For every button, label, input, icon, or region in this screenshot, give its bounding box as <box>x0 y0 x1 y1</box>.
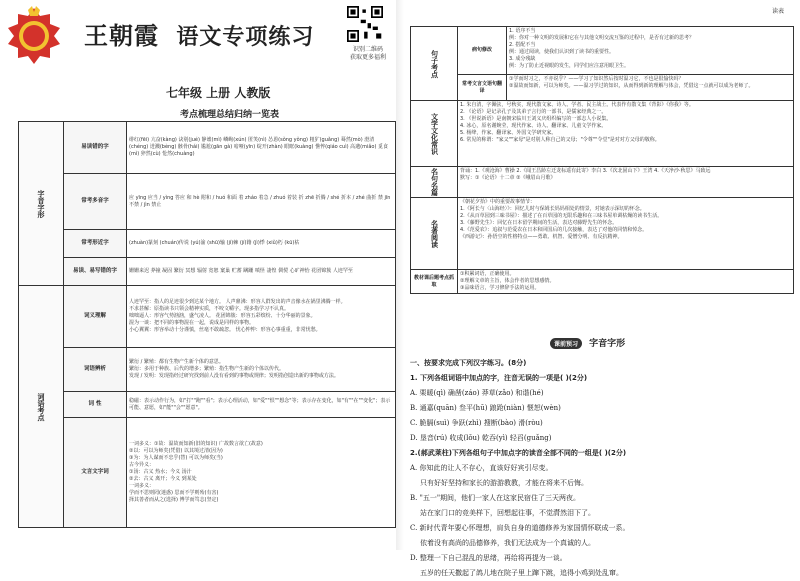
page-tag: 读表 <box>772 8 785 15</box>
option-2b-line2: 站在家门口的竞美样下，回想起往事，不觉潸然泪下了。 <box>420 509 595 517</box>
option-2b[interactable]: B. "五一"期间，他们一家人在这家民宿住了三天两夜。 <box>410 494 581 502</box>
section-content: ①积累词语，正确使用。 ②理解文章的主旨，体会作者的思想感情。 ③品味语言，学习修辞手法的运用。 <box>458 270 794 294</box>
series-title: 语文专项练习 <box>176 25 315 50</box>
section-label: 教材课后题考点抓取 <box>411 270 458 294</box>
section-pill: 课前预习 <box>550 338 582 349</box>
section-label: 句子考点 <box>411 27 458 101</box>
option-1b[interactable]: B. 通嘉(quān) 叁平(hū) 踉跄(niàn) 惬恕(wèn) <box>410 404 561 412</box>
sub-category: 常考文言文语句翻译 <box>458 75 507 101</box>
left-page <box>0 0 400 550</box>
section-content: 1. 朱自清，字佩弦，号秋实，现代散文家、诗人、学者、民主战士。代表作有散文集《背影》《你我》等。 2. 《论语》是记录孔子及其弟子言行的一部书，是儒家经典之一。 3. 《世说新语》是南朝宋临川王刘义庆组织编写的一部志人小说集。 4. 冰心，原名谢婉莹，现代作家、诗人、翻译家、儿童文学作家。 5. 杨绛，作家、翻译家、外国文学研究家。 6. 常见的称谓："家父""家母"是对别人称自己的父母；"令尊""令堂"是对对方父母的敬称。 <box>458 101 794 167</box>
group-label-ci-yu-kao-dian: 词语考点 <box>19 286 64 528</box>
knowledge-table <box>410 26 794 294</box>
option-1d[interactable]: D. 垦音(rú) 收成(lǒu) 乾吞(yì) 轻舀(guǎng) <box>410 434 552 442</box>
row-content: 绯红(fēi) 亢奋(kàng) 诀别(jué) 静谧(mì) 嶙峋(xún) 匿笑(nì) 怂恿(sǒng yǒng) 粗犷(guǎng) 蓦然(mò) 澄清(chéng) 迸溅(bèng) 骸骨(hái) 尴尬(gān gà) 喑哑(yīn) 绽开(zhàn) 眼眶(kuàng) 憔悴(qiáo cuì) 高邈(miǎo) 觅食(mì) 猝然(cù) 怆然(chuàng) <box>127 122 396 174</box>
question-1: 1. 下列各组词语中加点的字，注音无误的一项是( )(2分) <box>410 374 588 382</box>
right-page <box>400 0 800 577</box>
option-2a[interactable]: A. 你知此的让人不存心，直该好好宾引尽变。 <box>410 464 553 472</box>
row-content: 姗姗来迟 莽撞 凝固 繁衍 冥想 辐射 宽恕 窠巢 贮蓄 蹒跚 嗔怪 凄惶 倜傥 心旷神怡 花团锦簇 人迹罕至 <box>127 258 396 286</box>
row-category: 词语辨析 <box>64 348 127 392</box>
row-category: 常考形近字 <box>64 230 127 258</box>
option-1c[interactable]: C. 脆膈(suì) 争跃(zhì) 搜断(bào) 滑(ròu) <box>410 419 543 427</box>
section-content: 1. 语序不当 例：你对一种文明的发展和它在与其他文明交流互鉴的过程中，是否有过新的思考？ 2. 搭配不当 例：通过阅读，使我们认识到了读书的重要性。 3. 成分残缺 例：为了防止近视眼的发生，同学们应注意用眼卫生。 <box>507 27 794 75</box>
part-heading: 一、按要求完成下列汉字练习。(8分) <box>410 359 527 367</box>
option-1a[interactable]: A. 栗暖(qì) 确凿(záo) 莽草(zǎo) 和谐(hé) <box>410 389 544 397</box>
option-2a-line2: 只有好好坚持和家长的游游教教，才能在将来不后悔。 <box>420 479 588 487</box>
qr-code-icon[interactable] <box>347 6 383 42</box>
row-content: 繁衍 / 繁殖：都有生物产生新个体的意思。 繁衍：多用于种族、后代的增多；繁殖：指生物产生新的个体以传代。 发现 / 发明：发现指经过研究找到前人没有看到的事物或规律；发明指创造出新的事物或方法。 <box>127 348 396 392</box>
option-2d-line2: 五岁的任天撒起了鸽儿地在院子里上蹿下跳，追得小鸡到处乱窜。 <box>420 569 623 577</box>
section-content: ①学而时习之，不亦说乎？——学习了知识然后按时温习它，不也是很愉快吗？ ②温故而知新，可以为师矣。——温习学过的知识，从而得到新的理解与体会，凭借这一点就可以成为老师了。 <box>507 75 794 101</box>
brand-logo-badge <box>6 6 62 70</box>
option-2c-line2: 依着没有高尚的品德修养，我们无法成为一个真诚的人。 <box>420 539 595 547</box>
grade-label: 七年级 上册 人教版 <box>166 86 271 100</box>
section-label: 文学文化常识 <box>411 101 458 167</box>
section-header <box>550 336 625 349</box>
row-category: 文言文字词 <box>64 418 127 528</box>
section-title: 字音字形 <box>589 339 626 349</box>
row-content: 一词多义：①故：温故而知新(旧的知识) 广故数言欲亡(故意) ②以：可以为师矣(凭借) 以其境过清(因为) ③为：为人谋而不忠乎(替) 可以为师矣(当) 古今异义： ①汤：古义 热水；今义 汤汁 ②去：古义 离开；今义 到某处 一词多义： 学而不思则罔(迷惑) 思而不学则殆(有害) 择其善者而从之(选择) 博学而笃志(坚定) <box>127 418 396 528</box>
row-content: 应 yīng 应当 / yìng 答应 和 hè 附和 / huó 和面 着 zháo 着急 / zhuó 着装 折 zhē 折腾 / shé 折本 / zhé 曲折 禁 jīn 不禁 / jìn 禁止 <box>127 174 396 230</box>
question-2: 2.(郝武莱柱)下列各组句子中加点字的读音全部不同的一组是( )(2分) <box>410 449 627 457</box>
overview-title: 考点梳理总结归纳一览表 <box>180 110 280 120</box>
option-2d[interactable]: D. 整理一下自己混乱的思绪，再给将再提为一谈。 <box>410 554 567 562</box>
row-content: 人迹罕至：指人的足迹很少到达某个地方。 人声鼎沸：形容人群发出的声音像水在锅里沸腾一样。 不求甚解：原指读书只领会精神实质，不咬文嚼字。现多指学习不认真。 咄咄逼人：形容气势汹汹，盛气凌人。 花团锦簇：形容五彩缤纷、十分华丽的景象。 混为一谈：把不同的事物混在一起，说成是同样的事物。 小心翼翼：形容举动十分谨慎，丝毫不敢疏忽。 忧心忡忡：形容心事重重，非常忧愁。 <box>127 286 396 348</box>
section-label: 名著阅读 <box>411 198 458 270</box>
option-2c[interactable]: C. 新时代青年要心怀理想，肩负自身的道德修养为家国情怀联成一系。 <box>410 524 630 532</box>
brand-title <box>84 16 314 51</box>
row-category: 词义理解 <box>64 286 127 348</box>
brand-name: 王朝霞 <box>84 21 159 50</box>
question-block <box>410 356 794 581</box>
section-content: 《朝花夕拾》中的重要故事情节： 1.《阿长与〈山海经〉》：回忆儿时与保姆长妈妈相处的情景，对她表示深切的怀念。 2.《从百草园到三味书屋》：描述了在百草园的无限乐趣和在三味书屋单调枯燥的读书生活。 3.《藤野先生》：回忆在日本留学期间的生活，表达对藤野先生的怀念。 4.《范爱农》：追叙与范爱农在日本和回国后的几次接触，表达了对他的同情和悼念。 《西游记》：孙悟空的性格特点——勇敢、机智、爱憎分明、有反抗精神。 <box>458 198 794 270</box>
overview-table <box>18 121 396 528</box>
group-label-zi-yin-zi-xing: 字音字形 <box>19 122 64 286</box>
sub-category: 病句修改 <box>458 27 507 75</box>
section-content: 背诵：1.《观沧海》曹操 2.《闻王昌龄左迁龙标遥有此寄》李白 3.《次北固山下》王湾 4.《天净沙·秋思》马致远 默写：①《论语》十二章 ②《峨眉山月歌》 <box>458 167 794 198</box>
section-label: 名句名篇 <box>411 167 458 198</box>
row-category: 易读、易写错的字 <box>64 258 127 286</box>
row-category: 词 性 <box>64 392 127 418</box>
row-category: 常考多音字 <box>64 174 127 230</box>
row-content: 稳磁：表示动作行为，如"打""跑""看"；表示心理活动，如"爱""恨""想念"等；表示存在变化，如"有""在""变化"；表示可能、意愿，如"能""会""愿意"。 <box>127 392 396 418</box>
row-content: (zhuàn)篆刻 (chuán)传说 (yú)渝 (shū)输 (jí)棘 (jí)籍 (jì)悸 (xiǔ)朽 (kū)枯 <box>127 230 396 258</box>
row-category: 易读错的字 <box>64 122 127 174</box>
qr-caption: 识别二维码 获取更多福利 <box>349 46 386 61</box>
